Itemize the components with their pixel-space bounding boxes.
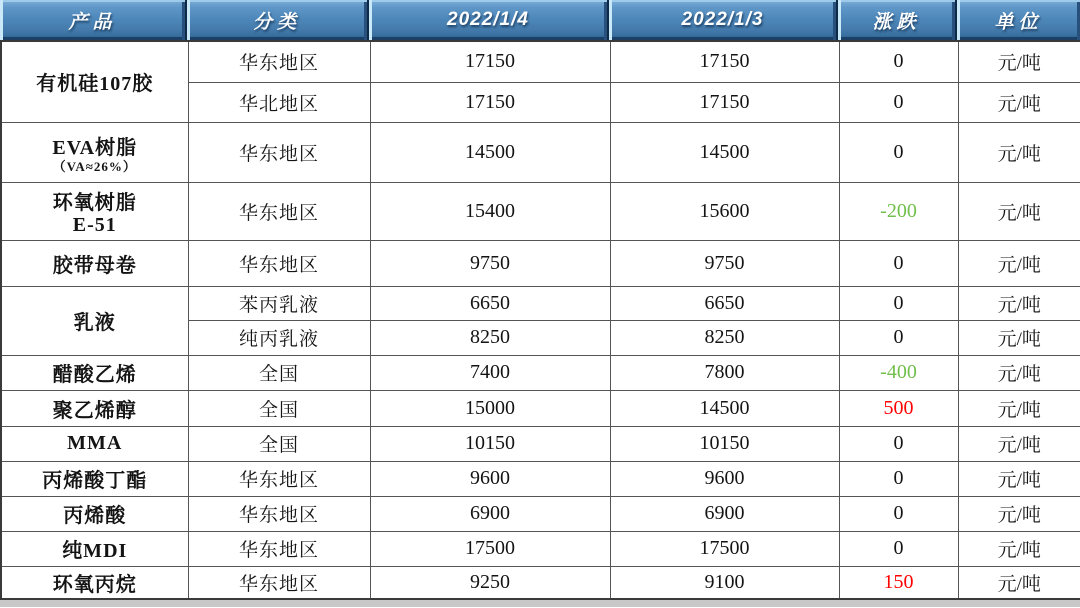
unit-cell: 元/吨	[958, 426, 1080, 461]
price-cell: 17500	[370, 531, 610, 566]
header-cell-product	[0, 0, 187, 40]
price-cell: 6650	[370, 286, 610, 320]
category-cell: 全国	[188, 426, 370, 461]
product-cell	[1, 426, 188, 461]
change-cell: 0	[839, 531, 958, 566]
change-cell: 150	[839, 566, 958, 599]
price-cell: 10150	[370, 426, 610, 461]
product-cell	[1, 496, 188, 531]
price-cell: 17150	[610, 82, 839, 122]
category-cell: 华东地区	[188, 531, 370, 566]
price-cell: 9750	[610, 240, 839, 286]
category-cell: 纯丙乳液	[188, 320, 370, 355]
bottom-strip	[0, 600, 1080, 607]
header-label: 产品	[68, 11, 117, 33]
table-header-row	[0, 0, 1080, 40]
unit-cell: 元/吨	[958, 82, 1080, 122]
price-cell: 7800	[610, 355, 839, 390]
price-table	[0, 40, 1080, 600]
product-note: （VA≈26%）	[52, 158, 137, 174]
header-cell-category	[187, 0, 369, 40]
category-cell: 华东地区	[188, 496, 370, 531]
price-cell: 6900	[610, 496, 839, 531]
unit-cell: 元/吨	[958, 320, 1080, 355]
price-cell: 8250	[370, 320, 610, 355]
product-name: 丙烯酸	[63, 505, 127, 527]
price-cell: 15400	[370, 182, 610, 240]
price-cell: 6650	[610, 286, 839, 320]
product-name: 环氧树脂	[52, 192, 137, 214]
table-row	[1, 355, 1080, 390]
unit-cell: 元/吨	[958, 355, 1080, 390]
price-cell: 9600	[610, 461, 839, 496]
product-name: 醋酸乙烯	[52, 364, 137, 386]
price-cell: 17500	[610, 531, 839, 566]
price-cell: 6900	[370, 496, 610, 531]
product-cell	[1, 240, 188, 286]
table-row	[1, 240, 1080, 286]
unit-cell: 元/吨	[958, 41, 1080, 82]
price-cell: 7400	[370, 355, 610, 390]
header-label: 2022/1/4	[447, 9, 529, 30]
price-cell: 14500	[610, 122, 839, 182]
product-cell	[1, 286, 188, 355]
price-cell: 17150	[370, 41, 610, 82]
category-cell: 苯丙乳液	[188, 286, 370, 320]
category-cell: 华东地区	[188, 461, 370, 496]
table-row	[1, 41, 1080, 82]
unit-cell: 元/吨	[958, 182, 1080, 240]
price-cell: 8250	[610, 320, 839, 355]
price-cell: 17150	[610, 41, 839, 82]
table-row	[1, 122, 1080, 182]
product-name: 丙烯酸丁酯	[42, 470, 148, 492]
product-cell	[1, 390, 188, 426]
product-name: MMA	[67, 432, 123, 454]
header-cell-date-0103	[609, 0, 838, 40]
price-cell: 17150	[370, 82, 610, 122]
change-cell: -400	[839, 355, 958, 390]
category-cell: 华东地区	[188, 240, 370, 286]
price-cell: 9250	[370, 566, 610, 599]
unit-cell: 元/吨	[958, 531, 1080, 566]
category-cell: 全国	[188, 390, 370, 426]
change-cell: 0	[839, 286, 958, 320]
category-cell: 华东地区	[188, 566, 370, 599]
product-name: 聚乙烯醇	[52, 399, 137, 422]
price-cell: 10150	[610, 426, 839, 461]
unit-cell: 元/吨	[958, 461, 1080, 496]
price-cell: 14500	[610, 390, 839, 426]
change-cell: 0	[839, 320, 958, 355]
price-cell: 9600	[370, 461, 610, 496]
header-label: 分类	[252, 11, 301, 33]
price-cell: 15000	[370, 390, 610, 426]
change-cell: 0	[839, 41, 958, 82]
unit-cell: 元/吨	[958, 286, 1080, 320]
table-row	[1, 426, 1080, 461]
price-table-body	[1, 41, 1080, 599]
table-row	[1, 496, 1080, 531]
product-cell	[1, 122, 188, 182]
category-cell: 华东地区	[188, 122, 370, 182]
price-cell: 14500	[370, 122, 610, 182]
product-cell	[1, 531, 188, 566]
header-cell-change	[838, 0, 957, 40]
product-name: 环氧丙烷	[52, 573, 137, 596]
table-row	[1, 390, 1080, 426]
product-cell	[1, 355, 188, 390]
header-label: 单位	[994, 11, 1043, 33]
product-cell	[1, 566, 188, 599]
header-label: 2022/1/3	[681, 9, 764, 30]
table-row	[1, 531, 1080, 566]
category-cell: 华东地区	[188, 41, 370, 82]
unit-cell: 元/吨	[958, 390, 1080, 426]
category-cell: 全国	[188, 355, 370, 390]
table-row	[1, 286, 1080, 320]
table-row	[1, 182, 1080, 240]
header-cell-unit	[957, 0, 1080, 40]
category-cell: 华北地区	[188, 82, 370, 122]
unit-cell: 元/吨	[958, 122, 1080, 182]
change-cell: 0	[839, 426, 958, 461]
product-name: 乳液	[73, 312, 116, 334]
unit-cell: 元/吨	[958, 496, 1080, 531]
category-cell: 华东地区	[188, 182, 370, 240]
table-row	[1, 461, 1080, 496]
product-name: 胶带母卷	[52, 254, 137, 277]
product-cell	[1, 182, 188, 240]
change-cell: 500	[839, 390, 958, 426]
product-name: EVA树脂	[52, 136, 138, 159]
product-name: 有机硅107胶	[36, 73, 154, 96]
change-cell: 0	[839, 461, 958, 496]
change-cell: 0	[839, 82, 958, 122]
change-cell: 0	[839, 122, 958, 182]
change-cell: 0	[839, 496, 958, 531]
header-label: 涨跌	[872, 11, 921, 33]
change-cell: 0	[839, 240, 958, 286]
product-name: 纯MDI	[62, 540, 128, 562]
unit-cell: 元/吨	[958, 240, 1080, 286]
product-note: E-51	[72, 214, 117, 236]
price-cell: 15600	[610, 182, 839, 240]
unit-cell: 元/吨	[958, 566, 1080, 599]
change-cell: -200	[839, 182, 958, 240]
header-cell-date-0104	[369, 0, 609, 40]
product-cell	[1, 41, 188, 122]
product-cell	[1, 461, 188, 496]
table-row	[1, 566, 1080, 599]
price-cell: 9100	[610, 566, 839, 599]
price-cell: 9750	[370, 240, 610, 286]
